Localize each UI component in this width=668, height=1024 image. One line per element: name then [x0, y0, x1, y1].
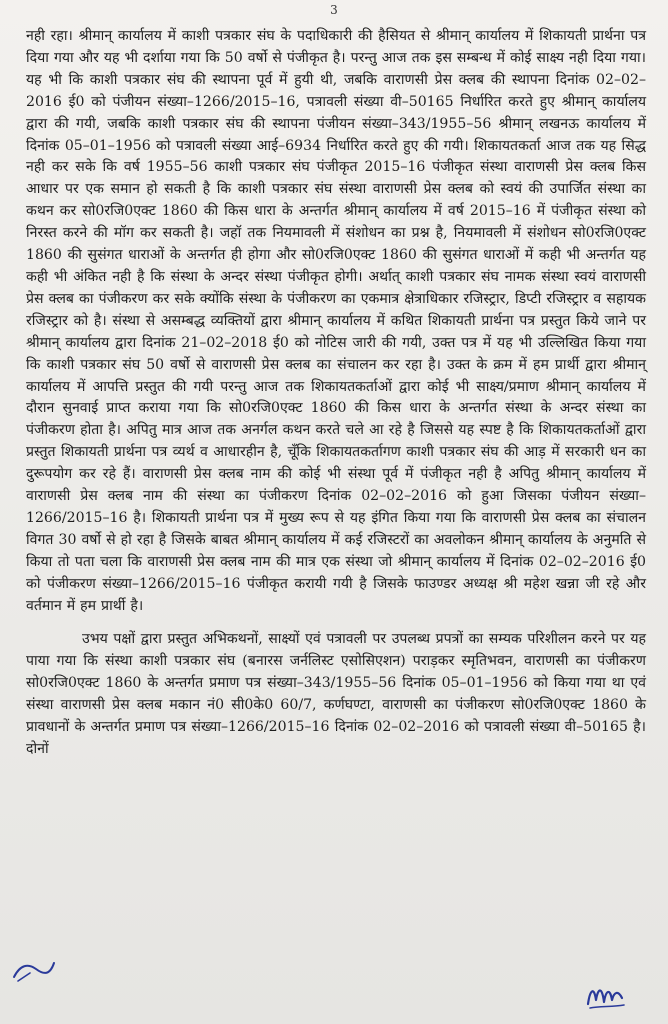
- paragraph-1: नही रहा। श्रीमान् कार्यालय में काशी पत्रकार संघ के पदाधिकारी की हैसियत से श्रीमान् कार्यालय में शिकायती प्रार्थना पत्र दिया गया और यह भी दर्शाया गया कि 50 वर्षो से पंजीकृत है। परन्तु आज तक इस सम्बन्ध में कोई साक्ष्य नही दिया गया। यह भी कि काशी पत्रकार संघ की स्थापना पूर्व में हुयी थी, जबकि वाराणसी प्रेस क्लब की स्थापना दिनांक 02–02–2016 ई0 को पंजीयन संख्या–1266/2015–16, पत्रावली संख्या वी–50165 निर्धारित करते हुए श्रीमान् कार्यालय द्वारा की गयी, जबकि काशी पत्रकार संघ की स्थापना पंजीयन संख्या–343/1955–56 श्रीमान् लखनऊ कार्यालय में दिनांक 05–01–1956 को पत्रावली संख्या आई–6934 निर्धारित करते हुए की गयी। शिकायतकर्ता आज तक यह सिद्ध नही कर सके कि वर्ष 1955–56 काशी पत्रकार संघ पंजीकृत 2015–16 पंजीकृत संस्था वाराणसी प्रेस क्लब किस आधार पर एक समान हो सकती है कि काशी पत्रकार संघ संस्था वाराणसी प्रेस क्लब को स्वयं की उपार्जित संस्था का कथन कर सो0रजि0एक्ट 1860 की किस धारा के अन्तर्गत श्रीमान् कार्यालय में वर्ष 2015–16 में पंजीकृत संस्था को निरस्त करने की मॉग कर सकती है। जहॉ तक नियमावली में संशोधन का प्रश्न है, नियमावली में संशोधन सो0रजि0एक्ट 1860 की सुसंगत धाराओं के अन्तर्गत ही होगा और सो0रजि0एक्ट 1860 की सुसंगत धाराओं में कही भी अन्तर्गत यह कही भी अंकित नही है कि संस्था के अन्दर संस्था पंजीकृत होगी। अर्थात् काशी पत्रकार संघ नामक संस्था स्वयं वाराणसी प्रेस क्लब का पंजीकरण कर सके क्योंकि संस्था के पंजीकरण का एकमात्र क्षेत्राधिकार रजिस्ट्रार, डिप्टी रजिस्ट्रार व सहायक रजिस्ट्रार को है। संस्था से असम्बद्ध व्यक्तियों द्वारा श्रीमान् कार्यालय में कथित शिकायती प्रार्थना पत्र प्रस्तुत किये जाने पर श्रीमान् कार्यालय द्वारा दिनांक 21–02–2018 ई0 को नोटिस जारी की गयी, उक्त पत्र में यह भी उल्लिखित किया गया कि काशी पत्रकार संघ 50 वर्षो से वाराणसी प्रेस क्लब का संचालन कर रहा है। उक्त के क्रम में हम प्रार्थी द्वारा श्रीमान् कार्यालय में आपत्ति प्रस्तुत की गयी परन्तु आज तक शिकायतकर्ताओं द्वारा कोई भी साक्ष्य/प्रमाण श्रीमान् कार्यालय में दौरान सुनवाई प्राप्त कराया गया कि सो0रजि0एक्ट 1860 की किस धारा के अन्तर्गत संस्था के अन्दर संस्था का पंजीकरण होता है। अपितु मात्र आज तक अनर्गल कथन करते चले आ रहे है जिससे यह स्पष्ट है कि शिकायतकर्ताओं द्वारा प्रस्तुत शिकायती प्रार्थना पत्र व्यर्थ व आधारहीन है, चूँकि शिकायतकर्तागण काशी पत्रकार संघ की आड़ में सरकारी धन का दुरूपयोग कर रहे हैं। वाराणसी प्रेस क्लब नाम की कोई भी संस्था पूर्व में पंजीकृत नही है अपितु श्रीमान् कार्यालय में वाराणसी प्रेस क्लब नाम की संस्था का पंजीकरण दिनांक 02–02–2016 को हुआ जिसका पंजीयन संख्या–1266/2015–16 है। शिकायती प्रार्थना पत्र में मुख्य रूप से यह इंगित किया गया कि वाराणसी प्रेस क्लब का संचालन विगत 30 वर्षो से हो रहा है जिसके बाबत श्रीमान् कार्यालय में कई रजिस्टरों का अवलोकन श्रीमान् कार्यालय के अनुमति से किया तो पता चला कि वाराणसी प्रेस क्लब नाम की मात्र एक संस्था जो श्रीमान् कार्यालय में दिनांक 02–02–2016 ई0 को पंजीकरण संख्या–1266/2015–16 पंजीकृत करायी गयी है जिसके फाउण्डर अध्यक्ष श्री महेश खन्ना जी रहे और वर्तमान में हम प्रार्थी है।: [26, 28, 646, 614]
- page-number: 3: [330, 3, 338, 17]
- paragraph-2: उभय पक्षों द्वारा प्रस्तुत अभिकथनों, साक्ष्यों एवं पत्रावली पर उपलब्ध प्रपत्रों का सम्यक परिशीलन करने पर यह पाया गया कि संस्था काशी पत्रकार संघ (बनारस जर्नलिस्ट एसोसिएशन) पराड़कर स्मृतिभवन, वाराणसी का पंजीकरण सो0रजि0एक्ट 1860 के अन्तर्गत प्रमाण पत्र संख्या–343/1955–56 दिनांक 05–01–1956 को किया गया था एवं संस्था वाराणसी प्रेस क्लब मकान नं0 सी0के0 60/7, कर्णघण्टा, वाराणसी का पंजीकरण सो0रजि0एक्ट 1860 के प्रावधानों के अन्तर्गत प्रमाण पत्र संख्या–1266/2015–16 दिनांक 02–02–2016 को पत्रावली संख्या वी–50165 है। दोनों: [26, 631, 646, 757]
- pen-mark-icon: [10, 955, 58, 985]
- document-body: [26, 26, 646, 761]
- handwritten-initials-icon: [584, 976, 628, 1014]
